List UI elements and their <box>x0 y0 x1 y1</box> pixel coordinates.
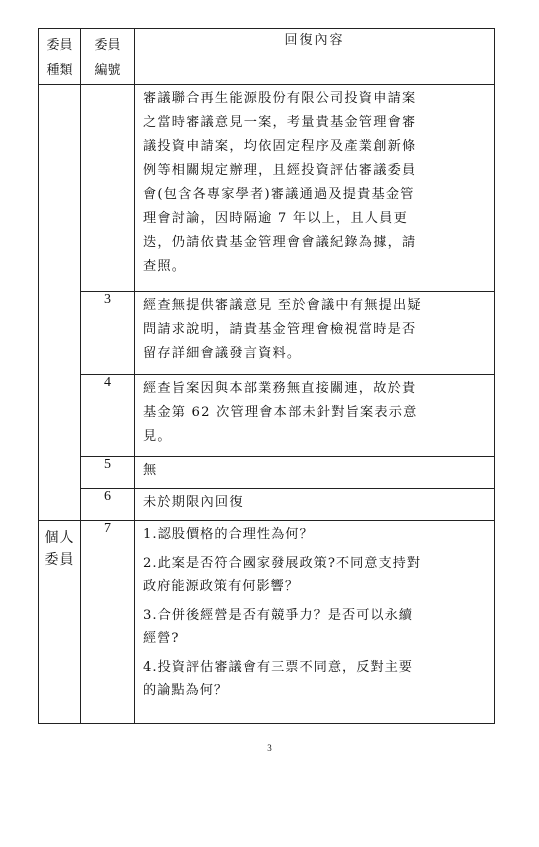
member-number: 6 <box>81 489 135 521</box>
member-number: 7 <box>81 521 135 724</box>
question-list <box>135 521 495 724</box>
header-category: 委員 種類 <box>39 29 81 85</box>
table-row <box>39 85 495 292</box>
page-number: 3 <box>267 743 272 753</box>
reply-content: 無 <box>135 457 495 489</box>
member-number <box>81 85 135 292</box>
header-row <box>39 29 495 85</box>
reply-content: 經查無提供審議意見 至於會議中有無提出疑 問請求說明，請貴基金管理會檢視當時是否 留存詳細會議發言資料。 <box>135 292 495 375</box>
table-row <box>39 292 495 375</box>
question-item: 1.認股價格的合理性為何？ <box>143 527 314 542</box>
table-row <box>39 457 495 489</box>
table-row <box>39 489 495 521</box>
member-number: 3 <box>81 292 135 375</box>
question-item: 4.投資評估審議會有三票不同意，反對主要 的論點為何？ <box>143 660 413 698</box>
category-cell-empty <box>39 85 81 521</box>
category-individual: 個人 委員 <box>39 521 81 724</box>
reply-table <box>38 28 495 724</box>
question-item: 3.合併後經營是否有競爭力？是否可以永續 經營? <box>143 608 413 646</box>
question-item: 2.此案是否符合國家發展政策?不同意支持對 政府能源政策有何影響？ <box>143 556 422 594</box>
member-number: 5 <box>81 457 135 489</box>
table-row-individual <box>39 521 495 724</box>
header-content: 回復內容 <box>135 29 495 85</box>
member-number: 4 <box>81 375 135 457</box>
reply-content: 未於期限內回復 <box>135 489 495 521</box>
header-number: 委員 編號 <box>81 29 135 85</box>
reply-content: 經查旨案因與本部業務無直接關連，故於貴 基金第 62 次管理會本部未針對旨案表示意 見。 <box>135 375 495 457</box>
reply-content: 審議聯合再生能源股份有限公司投資申請案 之當時審議意見一案，考量貴基金管理會審 議投資申請案，均依固定程序及產業創新條 例等相關規定辦理，且經投資評估審議委員 會(包含各專家學者)審議通過及提貴基金管 理會討論，因時隔逾 7 年以上，且人員更 迭，仍請依貴基金管理會會議紀錄為據，請 查照。 <box>135 85 495 292</box>
table-row <box>39 375 495 457</box>
